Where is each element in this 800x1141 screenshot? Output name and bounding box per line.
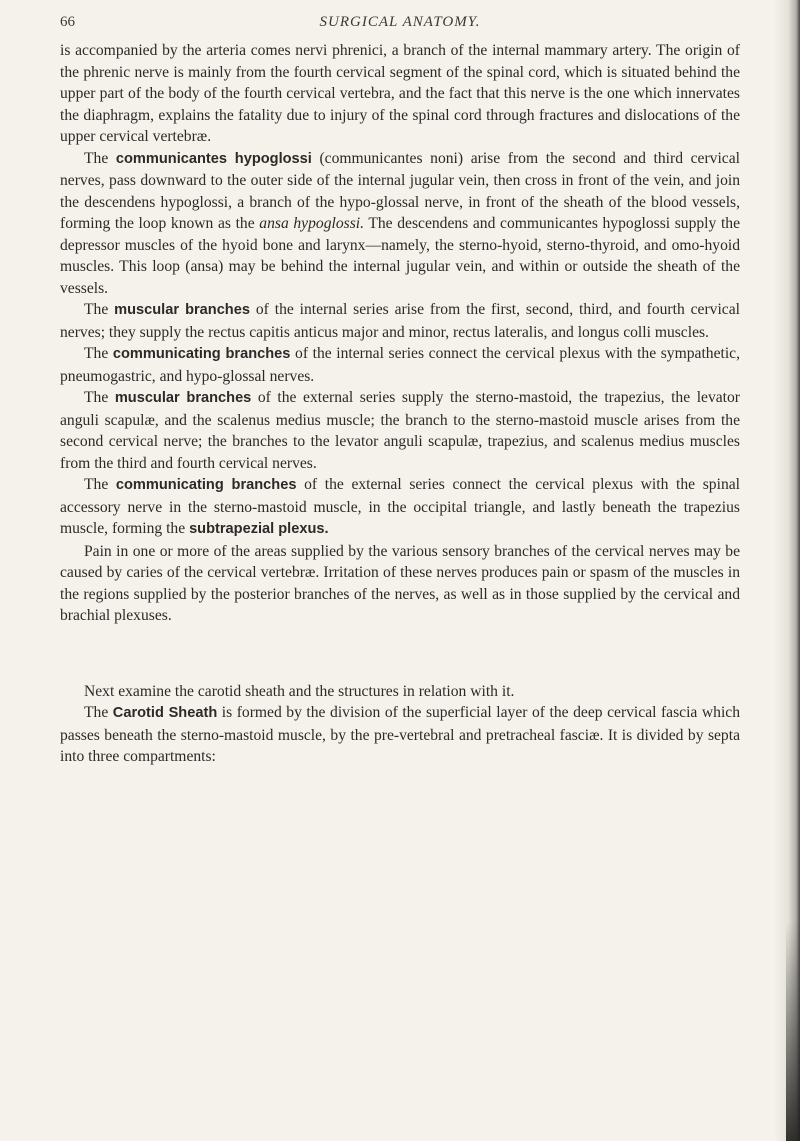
text: The descendens and communicantes hypoglossi supply the depressor muscles of the hyoid bone and larynx—namely, the sterno-hyoid, sterno-thyroid, and omo-hyoid muscles. This loop (ansa) may be behind the internal jugular vein, and within or outside the sheath of the vessels. bbox=[60, 215, 740, 297]
term: muscular branches bbox=[114, 302, 250, 318]
text: is formed by the division of the superficial layer of the deep cervical fascia which passes beneath the sterno-mastoid muscle, by the pre-vertebral and pretracheal fasciæ. It is divided by septa into three compartments: bbox=[60, 704, 740, 765]
paragraph-external-muscular bbox=[60, 387, 740, 474]
term: communicating branches bbox=[112, 346, 291, 362]
paragraph-next-examine bbox=[60, 681, 740, 703]
page-edge-shadow-bottom bbox=[786, 921, 800, 1141]
text: The bbox=[84, 476, 109, 493]
italic-term: ansa hypoglossi. bbox=[259, 215, 364, 232]
running-head bbox=[60, 14, 740, 38]
term: communicantes hypoglossi bbox=[115, 150, 312, 167]
paragraph-external-communicating bbox=[60, 474, 740, 541]
text: The bbox=[84, 301, 109, 318]
text: The bbox=[84, 345, 109, 362]
term: muscular branches bbox=[114, 390, 252, 406]
section-gap bbox=[60, 627, 740, 681]
paragraph-pain bbox=[60, 541, 740, 627]
term: Carotid Sheath bbox=[112, 705, 218, 721]
text: of the external series supply the sterno-mastoid, the trapezius, the levator anguli scapulæ, and the scalenus medius muscle; the branch to the sterno-mastoid muscle arises from the second cervical nerve; the branches to the levator anguli scapulæ, trapezius, and scalenus medius muscles from the third and fourth cervical nerves. bbox=[60, 389, 740, 472]
paragraph-internal-muscular bbox=[60, 299, 740, 343]
text: of the internal series arise from the first, second, third, and fourth cervical nerves; they supply the rectus capitis anticus major and minor, rectus lateralis, and longus colli muscles. bbox=[60, 301, 740, 341]
text: The bbox=[84, 704, 109, 721]
term: communicating branches bbox=[115, 477, 297, 493]
text: The bbox=[84, 149, 109, 167]
text: of the internal series connect the cervical plexus with the sympathetic, pneumogastric, and hypo-glossal nerves. bbox=[60, 345, 740, 385]
paragraph-carotid-sheath bbox=[60, 702, 740, 768]
text: is accompanied by the arteria comes nervi phrenici, a branch of the internal mammary artery. The origin of the phrenic nerve is mainly from the fourth cervical segment of the spinal cord, which is situated behind the upper part of the body of the fourth cervical vertebra, and the fact that this nerve is the one which innervates the diaphragm, explains the fatality due to injury of the spinal cord through fractures and dislocations of the upper cervical vertebræ. bbox=[60, 42, 740, 145]
paragraph-phrenic bbox=[60, 40, 740, 148]
paragraph-communicantes-hypoglossi bbox=[60, 148, 740, 300]
text: The bbox=[84, 389, 109, 406]
text: Next examine the carotid sheath and the structures in relation with it. bbox=[84, 682, 515, 700]
text: Pain in one or more of the areas supplied by the various sensory branches of the cervical nerves may be caused by caries of the cervical vertebræ. Irritation of these nerves produces pain or spasm of the muscles in the regions supplied by the posterior branches of the nerves, as well as in those supplied by the cervical and brachial plexuses. bbox=[60, 542, 740, 624]
text: (communicantes noni) arise from the second and third cervical nerves, pass downward to the outer side of the internal jugular vein, then cross in front of the vein, and join the descendens hypoglossi, a branch of the hypo-glossal nerve, in front of the sheath of the blood vessels, forming the loop known as the bbox=[60, 149, 740, 232]
page-number: 66 bbox=[60, 14, 75, 30]
running-title: SURGICAL ANATOMY. bbox=[319, 14, 481, 30]
text: of the external series connect the cervical plexus with the spinal accessory nerve in the sterno-mastoid muscle, in the occipital triangle, and lastly beneath the trapezius muscle, forming the bbox=[60, 476, 740, 537]
body-text bbox=[60, 40, 740, 768]
term: subtrapezial plexus. bbox=[189, 521, 329, 537]
paragraph-internal-communicating bbox=[60, 343, 740, 387]
